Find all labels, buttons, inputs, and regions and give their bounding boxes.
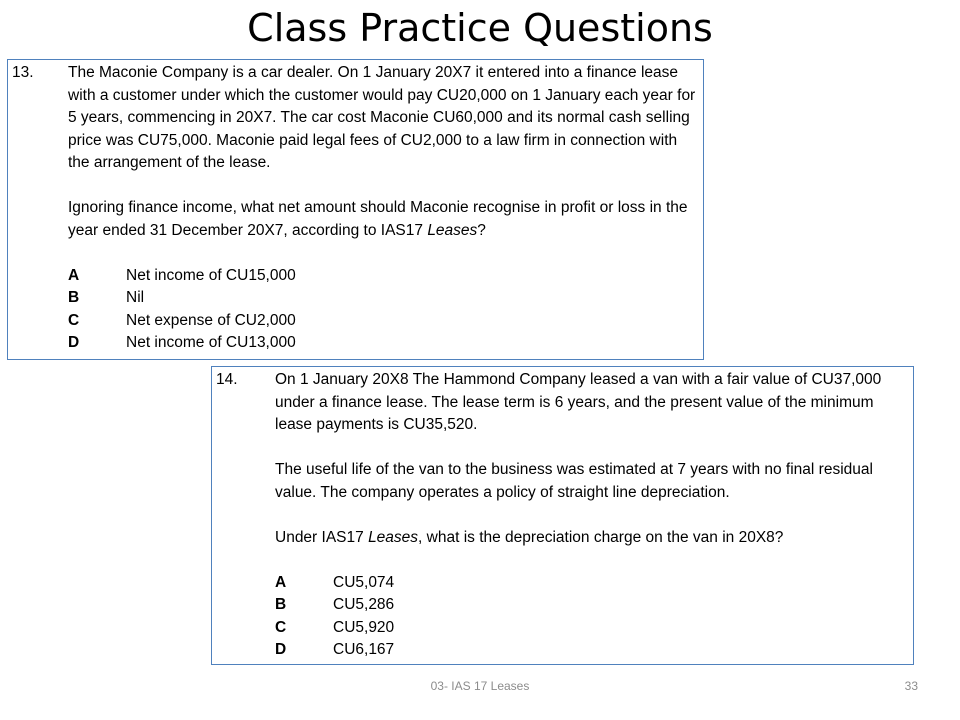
prompt-text-end: , what is the depreciation charge on the van in 20X8?: [418, 528, 784, 546]
question-prompt: [275, 527, 909, 550]
option-text: Nil: [126, 289, 145, 306]
option-letter: C: [275, 618, 287, 636]
option-text: CU6,167: [333, 641, 395, 658]
question-body: [68, 62, 699, 355]
answer-option-a: [68, 265, 699, 288]
option-letter: A: [275, 573, 287, 591]
question-body: [275, 369, 909, 662]
option-letter: A: [68, 266, 80, 284]
option-letter: B: [68, 289, 80, 306]
question-prompt: [68, 197, 699, 242]
option-text: Net expense of CU2,000: [126, 311, 296, 329]
option-text: CU5,920: [333, 618, 395, 636]
question-number: 13.: [12, 64, 34, 81]
question-scenario-2: The useful life of the van to the business was estimated at 7 years with no final residual value. The company operates a policy of straight line depreciation.: [275, 461, 873, 501]
answer-option-b: [275, 594, 909, 617]
question-number: 14.: [216, 371, 238, 388]
question-scenario: The Maconie Company is a car dealer. On 1 January 20X7 it entered into a finance lease with a customer under which the customer would pay CU20,000 on 1 January each year for 5 years, commencing in 20X7. The car cost Maconie CU60,000 and its normal cash selling price was CU75,000. Maconie paid legal fees of CU2,000 to a law firm in connection with the arrangement of the lease.: [68, 64, 696, 171]
option-text: Net income of CU15,000: [126, 266, 296, 284]
standard-name: Leases: [427, 221, 478, 239]
option-letter: D: [275, 641, 287, 658]
question-scenario: On 1 January 20X8 The Hammond Company leased a van with a fair value of CU37,000 under a finance lease. The lease term is 6 years, and the present value of the minimum lease payments is CU35,520.: [275, 371, 882, 433]
answer-option-b: [68, 287, 699, 310]
answer-option-d: [68, 332, 699, 355]
answer-option-a: [275, 572, 909, 595]
slide-footer: 03- IAS 17 Leases: [430, 679, 530, 693]
page-number: 33: [904, 679, 918, 693]
option-text: CU5,286: [333, 596, 395, 613]
answer-option-c: [68, 310, 699, 333]
answer-option-d: [275, 639, 909, 662]
option-text: Net income of CU13,000: [126, 334, 296, 351]
prompt-text: Under IAS17: [275, 528, 369, 546]
answer-option-c: [275, 617, 909, 640]
slide-title: Class Practice Questions: [247, 6, 713, 50]
option-letter: B: [275, 596, 287, 613]
question-13-box: [7, 59, 704, 360]
option-text: CU5,074: [333, 573, 395, 591]
option-letter: D: [68, 334, 80, 351]
prompt-text: Ignoring finance income, what net amount should Maconie recognise in profit or loss in the year ended 31 December 20X7, according to IAS17: [68, 199, 688, 239]
prompt-text-end: ?: [477, 221, 486, 239]
standard-name: Leases: [368, 528, 419, 546]
option-letter: C: [68, 311, 80, 329]
question-14-box: [211, 366, 914, 665]
